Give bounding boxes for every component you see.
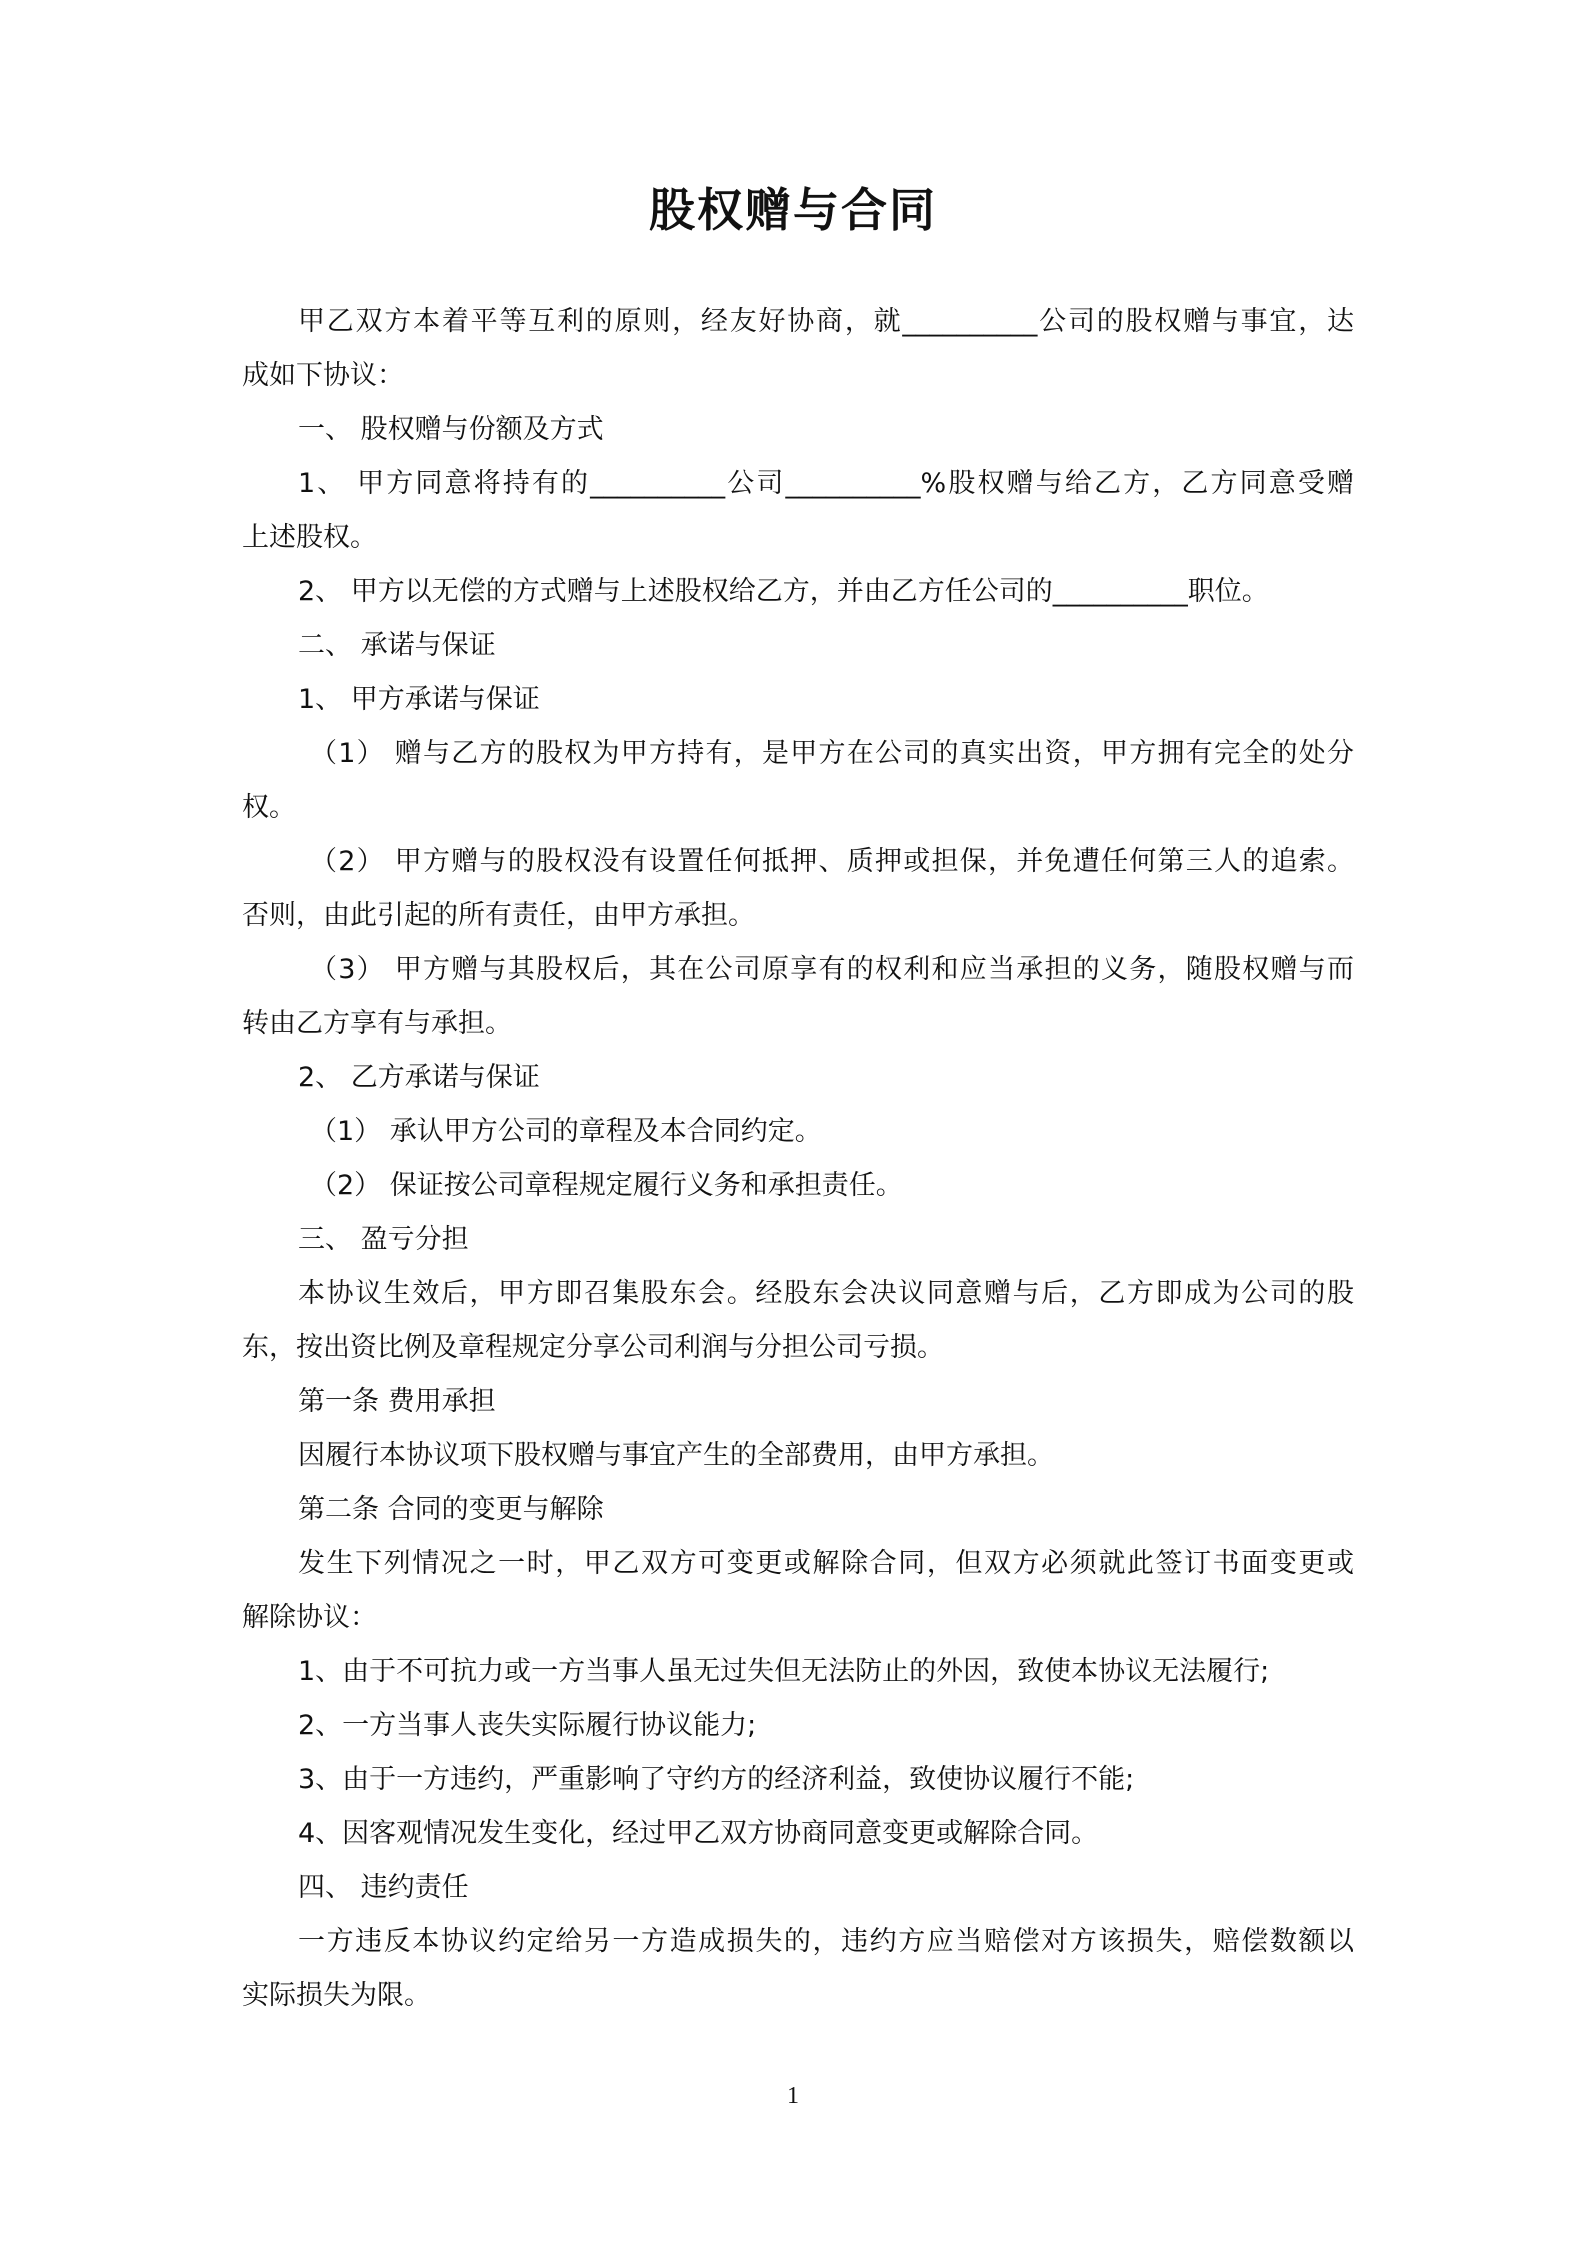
- paragraph-line: （3） 甲方赠与其股权后，其在公司原享有的权利和应当承担的义务，随股权赠与而: [310, 954, 1354, 985]
- paragraph-line: 权。: [242, 792, 296, 823]
- paragraph-line: （2） 保证按公司章程规定履行义务和承担责任。: [310, 1170, 903, 1201]
- paragraph-line: 上述股权。: [242, 522, 377, 553]
- paragraph-line: 否则，由此引起的所有责任，由甲方承担。: [242, 900, 755, 931]
- paragraph-line: 甲乙双方本着平等互利的原则，经友好协商，就__________公司的股权赠与事宜，达: [298, 306, 1354, 337]
- paragraph-line: （2） 甲方赠与的股权没有设置任何抵押、质押或担保，并免遭任何第三人的追索。: [310, 846, 1354, 877]
- page-number: 1: [787, 2083, 799, 2109]
- paragraph-line: 转由乙方享有与承担。: [242, 1008, 512, 1039]
- paragraph-line: 解除协议：: [242, 1602, 377, 1633]
- paragraph-line: 东，按出资比例及章程规定分享公司利润与分担公司亏损。: [242, 1332, 944, 1363]
- paragraph-line: （1） 赠与乙方的股权为甲方持有，是甲方在公司的真实出资，甲方拥有完全的处分: [310, 738, 1354, 769]
- paragraph-line: 发生下列情况之一时，甲乙双方可变更或解除合同，但双方必须就此签订书面变更或: [298, 1548, 1354, 1579]
- paragraph-line: 实际损失为限。: [242, 1980, 431, 2011]
- section-heading: 二、 承诺与保证: [298, 630, 496, 661]
- subsection-heading: 1、 甲方承诺与保证: [298, 684, 540, 715]
- article-heading: 第一条 费用承担: [298, 1386, 496, 1417]
- section-heading: 三、 盈亏分担: [298, 1224, 469, 1255]
- paragraph-line: 因履行本协议项下股权赠与事宜产生的全部费用，由甲方承担。: [298, 1440, 1054, 1471]
- list-item: 2、一方当事人丧失实际履行协议能力;: [298, 1710, 757, 1741]
- section-heading: 四、 违约责任: [298, 1872, 469, 1903]
- subsection-heading: 2、 乙方承诺与保证: [298, 1062, 540, 1093]
- article-heading: 第二条 合同的变更与解除: [298, 1494, 604, 1525]
- list-item: 4、因客观情况发生变化，经过甲乙双方协商同意变更或解除合同。: [298, 1818, 1099, 1849]
- paragraph-line: 本协议生效后，甲方即召集股东会。经股东会决议同意赠与后，乙方即成为公司的股: [298, 1278, 1354, 1309]
- paragraph-line: 一方违反本协议约定给另一方造成损失的，违约方应当赔偿对方该损失，赔偿数额以: [298, 1926, 1354, 1957]
- list-item: 1、由于不可抗力或一方当事人虽无过失但无法防止的外因，致使本协议无法履行;: [298, 1656, 1270, 1687]
- paragraph-line: 1、 甲方同意将持有的__________公司__________%股权赠与给乙方，乙方同意受赠: [298, 468, 1354, 499]
- paragraph-line: 成如下协议：: [242, 360, 404, 391]
- paragraph-line: 2、 甲方以无偿的方式赠与上述股权给乙方，并由乙方任公司的__________职位。: [298, 576, 1269, 607]
- paragraph-line: （1） 承认甲方公司的章程及本合同约定。: [310, 1116, 822, 1147]
- section-heading: 一、 股权赠与份额及方式: [298, 414, 604, 445]
- list-item: 3、由于一方违约，严重影响了守约方的经济利益，致使协议履行不能;: [298, 1764, 1135, 1795]
- document-title: 股权赠与合同: [649, 183, 937, 237]
